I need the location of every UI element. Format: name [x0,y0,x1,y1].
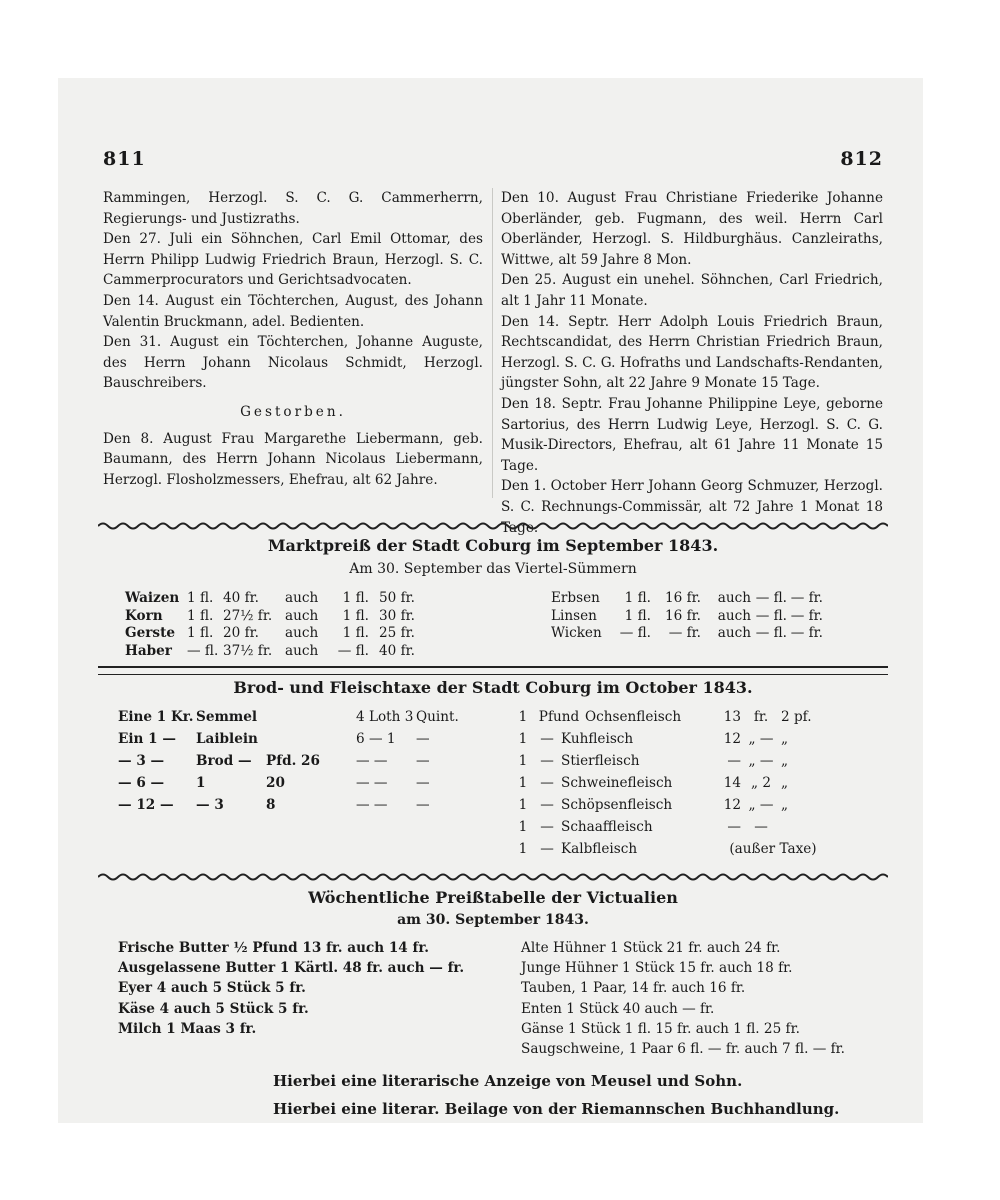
meat-row [513,706,873,728]
bread-cell: — — [356,797,388,813]
meat-cell: „ — [748,797,774,813]
bread-title: Brod- und Fleischtaxe der Stadt Coburg im October 1843. [233,678,753,697]
meat-cell: Schweinefleisch [561,775,673,791]
meat-cell: 1 [518,731,528,747]
meat-cell: — [540,819,554,835]
section-heading-gestorben: Gestorben. [240,403,346,420]
meat-cell: „ — [748,731,774,747]
vegetable-kr: — fr. [668,625,701,641]
bread-row [118,706,516,728]
meat-cell: Ochsenfleisch [585,709,682,725]
victual-price: Junge Hühner 1 Stück 15 fr. auch 18 fr. [521,960,793,977]
meat-cell: — [540,841,554,857]
left-entry: Rammingen, Herzogl. S. C. G. Cammerherrn, Regierungs- und Justizraths. [103,190,483,227]
meat-cell: — [727,819,741,835]
vegetable-auch: auch [717,607,751,624]
notice-riemann: Hierbei eine literar. Beilage von der Riemannschen Buchhandlung. [273,1100,840,1118]
grain-auch: auch [285,642,319,659]
vegetable-auch: auch [717,590,751,606]
meat-cell: 1 [518,819,528,835]
right-entry: Den 25. August ein unehel. Söhnchen, Carl Friedrich, alt 1 Jahr 11 Monate. [501,272,883,309]
bread-cell: Quint. [416,709,459,725]
meat-cell: Stierfleisch [561,753,640,769]
weekly-title: Wöchentliche Preißtabelle der Victualien [308,888,678,907]
bread-cell: — 12 — [118,797,174,813]
vegetable-kr2: — fr. [790,625,823,641]
grain-kr2: 50 fr. [379,590,415,606]
right-entry: Den 10. August Frau Christiane Friederike Johanne Oberländer, geb. Fugmann, des weil. Herrn Carl Oberländer, Herzogl. S. Hildburghäus. Canzleiraths, Wittwe, alt 59 Jahre 8 Mon. [501,190,883,268]
meat-cell [781,816,821,838]
bread-cell: 4 Loth 3 [356,709,414,725]
wavy-rule [98,521,888,531]
left-column [103,188,483,490]
bread-cell: — — [356,753,388,769]
bread-cell: — 6 — [118,775,165,791]
grain-kr: 40 fr. [223,590,259,606]
meat-cell: „ [781,731,789,747]
meat-cell: „ [781,775,789,791]
meat-cell: „ — [748,753,774,769]
grain-row [125,643,415,661]
grain-kr: 37½ fr. [223,642,273,659]
meat-cell: Kuhfleisch [561,731,634,747]
grain-fl: 1 fl. [187,590,214,606]
grain-fl: 1 fl. [187,607,214,624]
vegetable-row [551,625,823,643]
bread-cell: — 3 [196,797,224,813]
right-entry: Den 1. October Herr Johann Georg Schmuzer, Herzogl. S. C. Rechnungs-Commissär, alt 72 Jahre 1 Monat 18 Tage. [501,478,883,536]
grain-kr: 20 fr. [223,625,259,641]
grain-auch: auch [285,607,319,624]
meat-row [513,772,873,794]
meat-cell: Pfund [538,709,580,725]
weekly-left-list [118,938,464,1039]
bread-cell: — [416,797,430,813]
vegetable-auch: auch [717,625,751,641]
grain-auch: auch [285,625,319,641]
grain-kr: 27½ fr. [223,607,273,624]
victual-price: Saugschweine, 1 Paar 6 fl. — fr. auch 7 fl. — fr. [521,1041,845,1058]
vegetable-fl2: — fl. [755,590,787,606]
bread-cell: Ein 1 — [118,731,176,747]
meat-cell: Schaaffleisch [561,819,653,835]
bread-cell: 8 [266,797,276,813]
grain-kr2: 25 fr. [379,625,415,641]
grain-row [125,590,415,608]
meat-tax-table [513,706,873,860]
meat-cell: 12 [723,797,741,813]
weekly-subtitle: am 30. September 1843. [397,912,589,928]
grain-name: Waizen [125,590,180,606]
meat-cell: 12 [723,731,741,747]
victual-price: Tauben, 1 Paar, 14 fr. auch 16 fr. [521,980,746,997]
meat-cell: 2 pf. [781,709,812,725]
victual-price: Frische Butter ½ Pfund 13 fr. auch 14 fr. [118,940,429,956]
double-rule [98,666,888,675]
bread-cell: 20 [266,775,285,791]
right-entry: Den 14. Septr. Herr Adolph Louis Friedrich Braun, Rechtscandidat, des Herrn Christian Friedrich Braun, Herzogl. S. C. G. Hofraths und Landschafts-Rendanten, jüngster Sohn, alt 22 Jahre 9 Monate 15 Tage. [501,313,883,392]
bread-cell: 6 — 1 [356,731,396,747]
victual-price: Käse 4 auch 5 Stück 5 fr. [118,1000,309,1017]
vegetable-price-table [551,590,823,643]
wavy-rule [98,872,888,882]
meat-cell [705,838,713,860]
meat-cell: — [540,797,554,813]
grain-fl2: 1 fl. [342,607,369,624]
two-column-section [103,188,883,536]
grain-kr2: 40 fr. [379,642,415,659]
bread-cell: 1 [196,775,206,791]
right-entry: Den 18. Septr. Frau Johanne Philippine Leye, geborne Sartorius, des Herrn Ludwig Leye, Herzogl. S. C. G. Musik-Directors, Ehefrau, alt 61 Jahre 11 Monate 15 Tage. [501,395,883,474]
meat-cell: 14 [723,775,741,791]
left-entry: Den 14. August ein Töchterchen, August, des Johann Valentin Bruckmann, adel. Bedienten. [103,292,483,330]
bread-cell: — 3 — [118,753,165,769]
vegetable-row [551,590,823,608]
vegetable-fl: 1 fl. [624,590,651,606]
meat-cell: Kalbfleisch [561,841,638,857]
vegetable-kr: 16 fr. [665,590,701,606]
vegetable-kr2: — fr. [790,590,823,606]
grain-kr2: 30 fr. [379,607,415,624]
grain-row [125,608,415,626]
bread-cell: Laiblein [196,731,258,747]
meat-cell: — [540,753,554,769]
bread-row [118,728,516,750]
victual-price: Milch 1 Maas 3 fr. [118,1020,257,1037]
page-number-right: 812 [840,148,883,170]
meat-row [513,816,873,838]
left-entry: Den 8. August Frau Margarethe Liebermann, geb. Baumann, des Herrn Johann Nicolaus Liebermann, Herzogl. Flosholzmessers, Ehefrau, alt 62 Jahre. [103,430,483,488]
grain-row [125,625,415,643]
vegetable-fl2: — fl. [755,607,787,624]
meat-cell: 1 [518,709,528,725]
grain-fl: — fl. [187,642,219,659]
grain-name: Gerste [125,625,176,641]
victual-price: Gänse 1 Stück 1 fl. 15 fr. auch 1 fl. 25 fr. [521,1020,800,1037]
meat-cell: — [540,731,554,747]
bread-cell [266,706,356,728]
left-entry: Den 31. August ein Töchterchen, Johanne Auguste, des Herrn Johann Nicolaus Schmidt, Herzogl. Bauschreibers. [103,334,483,392]
column-divider [492,188,493,498]
bread-tax-table [118,706,516,816]
vegetable-row [551,608,823,626]
page-number-left: 811 [103,148,146,170]
victual-price: Eyer 4 auch 5 Stück 5 fr. [118,980,306,997]
meat-cell: 1 [518,841,528,857]
vegetable-fl: — fl. [619,625,651,641]
victual-price: Alte Hühner 1 Stück 21 fr. auch 24 fr. [521,940,781,956]
vegetable-fl2: — fl. [755,625,787,641]
grain-name: Korn [125,607,163,624]
bread-row [118,794,516,816]
bread-cell [266,728,356,750]
meat-cell: 13 [723,709,741,725]
victual-price: Enten 1 Stück 40 auch — fr. [521,1000,715,1017]
vegetable-fl: 1 fl. [624,607,651,624]
grain-auch: auch [285,590,319,606]
meat-row [513,838,873,860]
bread-cell: — [416,775,430,791]
notice-meusel: Hierbei eine literarische Anzeige von Meusel und Sohn. [273,1072,743,1090]
meat-cell: — [727,753,741,769]
grain-fl2: — fl. [337,642,369,659]
meat-row [513,750,873,772]
bread-cell: — — [356,775,388,791]
meat-cell: 1 [518,775,528,791]
meat-row [513,794,873,816]
bread-cell: Eine 1 Kr. [118,709,194,725]
meat-cell: 1 [518,753,528,769]
vegetable-kr: 16 fr. [665,607,701,624]
meat-cell: Schöpsenfleisch [561,797,673,813]
bread-cell: Semmel [196,709,258,725]
grain-fl2: 1 fl. [342,590,369,606]
left-entry: Den 27. Juli ein Söhnchen, Carl Emil Ottomar, des Herrn Philipp Ludwig Friedrich Braun, Herzogl. S. C. Cammerprocurators und Gerichtsadvocaten. [103,231,483,289]
grain-name: Haber [125,642,172,659]
meat-cell [833,838,873,860]
grain-fl2: 1 fl. [342,625,369,641]
meat-cell: fr. [753,709,769,725]
market-title: Marktpreiß der Stadt Coburg im September 1843. [267,536,719,555]
meat-cell: — [540,775,554,791]
weekly-right-list [521,938,845,1059]
meat-row [513,728,873,750]
vegetable-kr2: — fr. [790,607,823,624]
newspaper-page [58,78,923,1123]
bread-row [118,772,516,794]
bread-cell: Pfd. 26 [266,753,320,769]
meat-cell: „ 2 [750,775,771,791]
meat-cell: (außer Taxe) [729,841,817,857]
bread-cell: Brod — [196,753,252,769]
vegetable-name: Linsen [551,607,597,624]
bread-cell: — [416,731,430,747]
vegetable-name: Wicken [551,625,602,641]
bread-row [118,750,516,772]
meat-cell: „ [781,753,789,769]
meat-cell: „ [781,797,789,813]
victual-price: Ausgelassene Butter 1 Kärtl. 48 fr. auch — fr. [118,960,465,977]
meat-cell: 1 [518,797,528,813]
meat-cell: — [754,819,768,835]
market-subtitle: Am 30. September das Viertel-Sümmern [349,561,637,577]
right-column [501,188,883,538]
grain-price-table [125,590,415,660]
grain-fl: 1 fl. [187,625,214,641]
bread-cell: — [416,753,430,769]
vegetable-name: Erbsen [551,590,600,606]
